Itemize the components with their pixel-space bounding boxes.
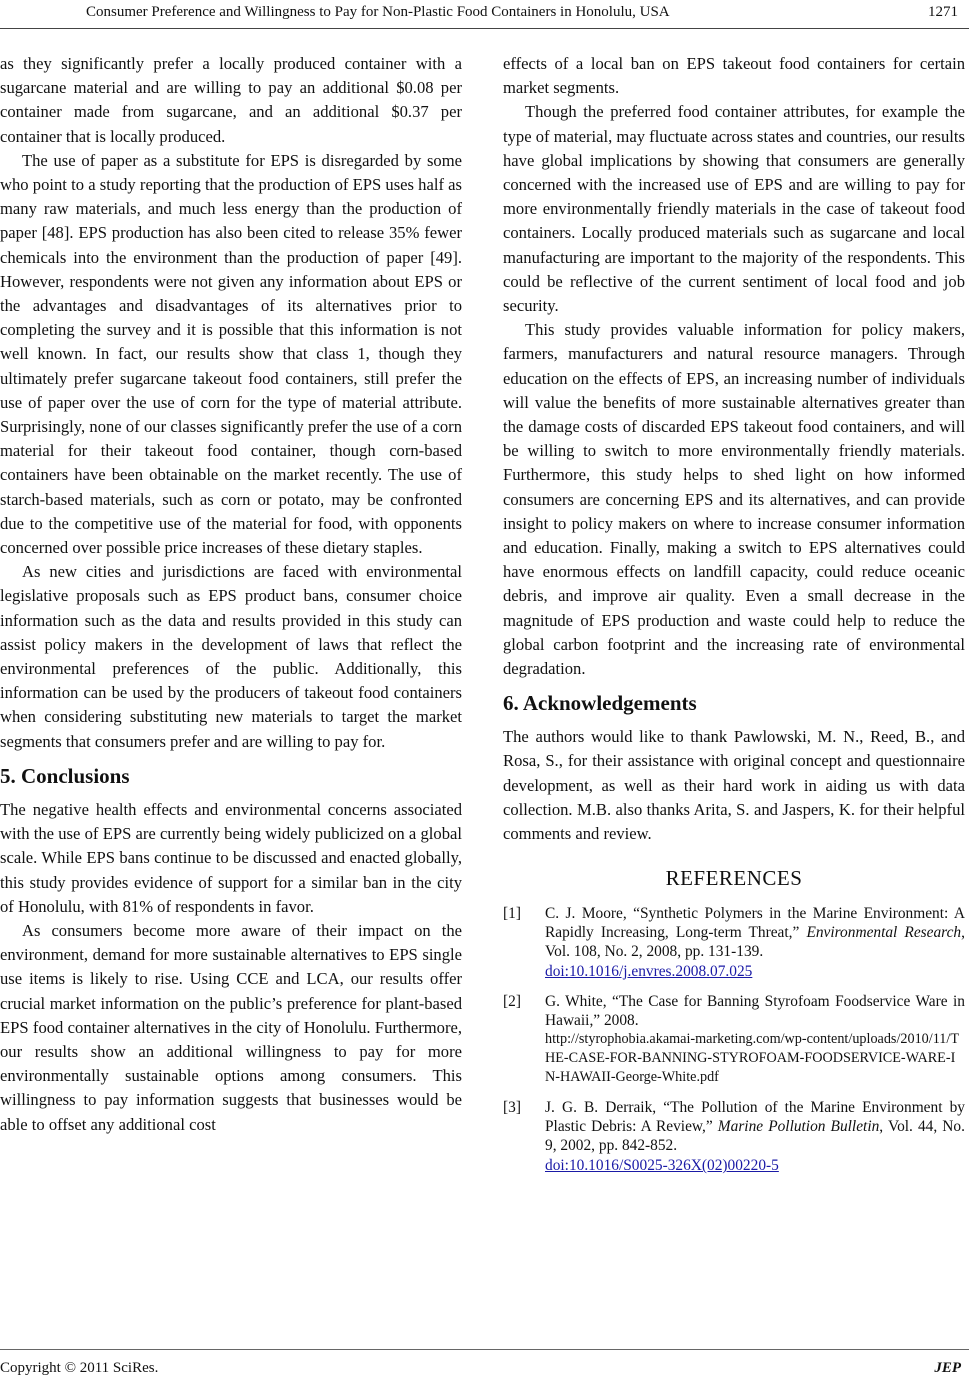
paragraph: The use of paper as a substitute for EPS is disregarded by some who point to a study reporting that the production of EPS uses half as many raw materials, and much less energy than the production of paper [48]. EPS production has also been cited to release 35% fewer chemicals into the environment than the production of paper [49]. However, respondents were not given any information about EPS or the advantages and disadvantages of its alternatives prior to completing the survey and it is possible that this information is not well known. In fact, our results show that class 1, though they ultimately prefer sugarcane takeout food containers, still prefer the use of paper over the use of corn for the type of material attribute. Surprisingly, none of our classes significantly prefer the use of a corn material for their takeout food container, though corn-based containers have been obtainable on the market recently. The use of starch-based materials, such as corn or potato, may be confronted due to the competitive use of the material for food, with opponents concerned over possible price increases of these dietary staples. xyxy=(0,150,462,558)
doi-link[interactable]: doi:10.1016/j.envres.2008.07.025 xyxy=(545,963,753,981)
reference-journal: Marine Pollution Bulletin xyxy=(717,1118,880,1136)
section-heading-acknowledgements: 6. Acknowledgements xyxy=(503,691,697,716)
running-title: Consumer Preference and Willingness to Pay for Non-Plastic Food Containers in Honolulu, USA xyxy=(86,4,670,20)
paragraph: The authors would like to thank Pawlowski, M. N., Reed, B., and Rosa, S., for their assistance with original concept and questionnaire development, as well as their hard work in aiding us with data collection. M.B. also thanks Arita, S. and Jaspers, K. for their helpful comments and review. xyxy=(503,727,965,844)
reference-url[interactable]: http://styrophobia.akamai-marketing.com/wp-content/uploads/2010/11/THE-CASE-FOR-BANNING-STYROFOAM-FOODSERVICE-WARE-IN-HAWAII-George-White.pdf xyxy=(545,1031,959,1086)
reference-text: G. White, “The Case for Banning Styrofoam Foodservice Ware in Hawaii,” 2008. xyxy=(545,993,965,1030)
reference-item xyxy=(503,992,965,1087)
reference-text: , Vol. 44, No. 9, 2002, pp. 842-852. xyxy=(545,1118,965,1155)
paragraph: The negative health effects and environmental concerns associated with the use of EPS are currently being widely publicized on a global scale. While EPS bans continue to be discussed and enacted globally, this study provides evidence of support for a similar ban in the city of Honolulu, with 81% of respondents in favor. xyxy=(0,799,462,916)
reference-number: [3] xyxy=(503,1099,521,1117)
paragraph: Though the preferred food container attributes, for example the type of material, may fluctuate across states and countries, our results have global implications by showing that consumers are generally concerned with the increased use of EPS and are willing to pay for more environmentally friendly materials in the case of takeout food containers. Locally produced materials such as sugarcane and local manufacturing are important to the majority of the respondents. This could be reflective of the current sentiment of local food and job security. xyxy=(503,102,965,316)
page-number: 1271 xyxy=(928,4,958,20)
reference-journal: Environmental Research xyxy=(806,924,962,942)
running-header xyxy=(0,0,969,29)
paragraph: This study provides valuable information for policy makers, farmers, manufacturers and natural resource managers. Through education on the effects of EPS, an increasing number of individuals will value the benefits of more sustainable alternatives greater than the damage costs of discarded EPS takeout food containers, and will be willing to switch to more environmentally friendly materials. Furthermore, this study helps to shed light on how informed consumers are concerning EPS and its alternatives, and can provide insight to policy makers on where to increase consumer information and education. Finally, making a switch to EPS alternatives could have enormous effects on landfill capacity, could reduce oceanic debris, and improve air quality. Even a small decrease in the magnitude of EPS production and waste could help to reduce the global carbon footprint and the increasing rate of environmental degradation. xyxy=(503,320,965,679)
reference-item xyxy=(503,1098,965,1175)
references-heading: REFERENCES xyxy=(665,866,803,891)
paragraph: as they significantly prefer a locally produced container with a sugarcane material and are willing to pay an additional $0.08 per container made from sugarcane, and an additional $0.37 per container that is locally produced. xyxy=(0,54,462,146)
paragraph: As consumers become more aware of their impact on the environment, demand for more sustainable alternatives to EPS single use items is likely to rise. Using CCE and LCA, our results offer crucial market information on the public’s preference for plant-based EPS food container alternatives in the city of Honolulu. Furthermore, our results show an additional willingness to pay for more environmentally sustainable options among consumers. This willingness to pay information suggests that businesses would be able to offset any additional cost xyxy=(0,920,462,1134)
reference-text: , Vol. 108, No. 2, 2008, pp. 131-139. xyxy=(545,924,965,961)
reference-number: [1] xyxy=(503,905,521,923)
section-heading-conclusions: 5. Conclusions xyxy=(0,763,130,788)
reference-item xyxy=(503,904,965,981)
paragraph: As new cities and jurisdictions are faced with environmental legislative proposals such as EPS product bans, consumer choice information such as the data and results provided in this study can assist policy makers in the development of laws that reflect the environmental preferences of the public. Additionally, this information can be used by the producers of takeout food containers when considering substituting new materials to target the market segments that consumers prefer and are willing to pay for. xyxy=(0,562,462,751)
page-footer xyxy=(0,1349,969,1386)
reference-text: J. G. B. Derraik, “The Pollution of the Marine Environment by Plastic Debris: A Review,” xyxy=(545,1099,965,1136)
right-column xyxy=(503,52,965,1186)
left-column xyxy=(0,52,462,1137)
reference-number: [2] xyxy=(503,993,521,1011)
journal-abbrev: JEP xyxy=(934,1360,961,1376)
reference-text: C. J. Moore, “Synthetic Polymers in the Marine Environment: A Rapidly Increasing, Long-term Threat,” xyxy=(545,905,965,942)
paragraph: effects of a local ban on EPS takeout food containers for certain market segments. xyxy=(503,54,965,98)
doi-link[interactable]: doi:10.1016/S0025-326X(02)00220-5 xyxy=(545,1157,779,1175)
copyright-notice: Copyright © 2011 SciRes. xyxy=(0,1360,159,1376)
